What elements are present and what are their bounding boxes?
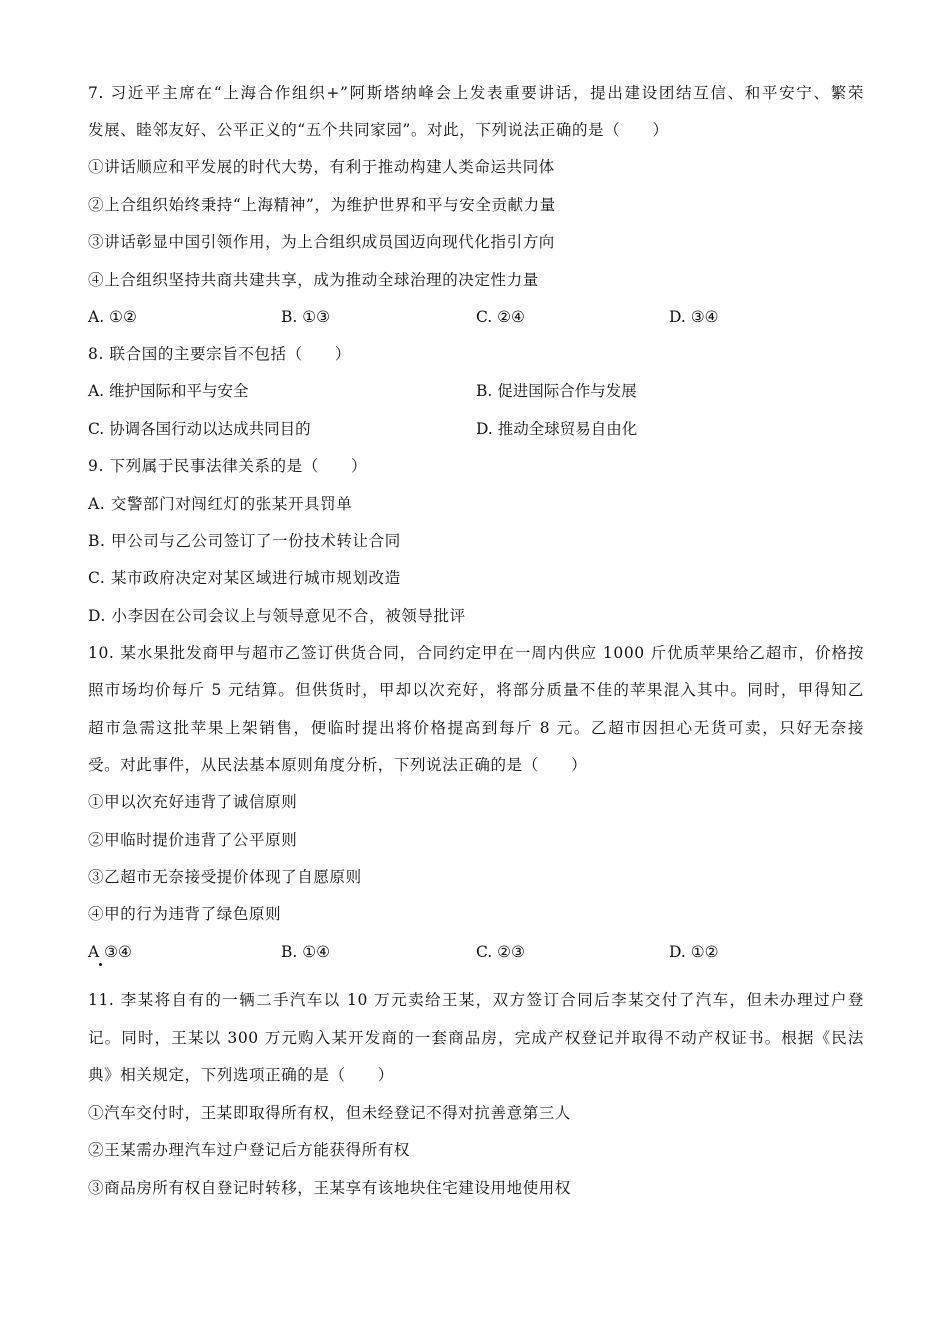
q11-item-2: ②王某需办理汽车过户登记后方能获得所有权: [88, 1141, 411, 1159]
q11-item-1: ①汽车交付时，王某即取得所有权，但未经登记不得对抗善意第三人: [88, 1104, 572, 1122]
q7-item-3: ③讲话彰显中国引领作用，为上合组织成员国迈向现代化指引方向: [88, 233, 555, 251]
q7-item-1: ①讲话顺应和平发展的时代大势，有利于推动构建人类命运共同体: [88, 158, 555, 176]
q10-item-1: ①甲以次充好违背了诚信原则: [88, 793, 298, 811]
q11-stem-line-2: 记。同时，王某以 300 万元购入某开发商的一套商品房，完成产权登记并取得不动产权证书。根据《民法: [88, 1029, 864, 1047]
q10-stem-line-4: 受。对此事件，从民法基本原则角度分析，下列说法正确的是（ ）: [88, 756, 588, 774]
q7-option-a: A. ①②: [88, 308, 137, 326]
q10-stem-line-1: 10. 某水果批发商甲与超市乙签订供货合同，合同约定甲在一周内供应 1000 斤优质苹果给乙超市，价格按: [88, 644, 864, 662]
q8-option-b: B. 促进国际合作与发展: [476, 382, 637, 400]
q9-stem: 9. 下列属于民事法律关系的是（ ）: [88, 457, 368, 475]
q10-item-4: ④甲的行为违背了绿色原则: [88, 905, 282, 923]
q8-option-a: A. 维护国际和平与安全: [88, 382, 249, 400]
q8-option-c: C. 协调各国行动以达成共同目的: [88, 420, 311, 438]
stray-dot-mark: [99, 963, 102, 966]
q9-option-b: B. 甲公司与乙公司签订了一份技术转让合同: [88, 532, 401, 550]
q10-stem-line-3: 超市急需这批苹果上架销售，便临时提出将价格提高到每斤 8 元。乙超市因担心无货可卖，只好无奈接: [88, 719, 864, 737]
q10-item-2: ②甲临时提价违背了公平原则: [88, 831, 298, 849]
q8-stem: 8. 联合国的主要宗旨不包括（ ）: [88, 345, 352, 363]
q9-option-c: C. 某市政府决定对某区域进行城市规划改造: [88, 569, 401, 587]
q7-stem-line-2: 发展、睦邻友好、公平正义的“五个共同家园”。对此，下列说法正确的是（ ）: [88, 121, 669, 139]
q9-option-a: A. 交警部门对闯红灯的张某开具罚单: [88, 495, 353, 513]
q11-item-3: ③商品房所有权自登记时转移，王某享有该地块住宅建设用地使用权: [88, 1179, 572, 1197]
q7-stem-line-1: 7. 习近平主席在“上海合作组织+”阿斯塔纳峰会上发表重要讲话，提出建设团结互信、和平安宁、繁荣: [88, 84, 864, 102]
q10-option-c: C. ②③: [476, 943, 525, 961]
q10-option-d: D. ①②: [669, 943, 719, 961]
q9-option-d: D. 小李因在公司会议上与领导意见不合，被领导批评: [88, 607, 466, 625]
q7-option-c: C. ②④: [476, 308, 525, 326]
q10-stem-line-2: 照市场均价每斤 5 元结算。但供货时，甲却以次充好，将部分质量不佳的苹果混入其中。同时，甲得知乙: [88, 681, 864, 699]
q10-option-a: A ③④: [88, 943, 132, 961]
q7-option-b: B. ①③: [281, 308, 331, 326]
q11-stem-line-1: 11. 李某将自有的一辆二手汽车以 10 万元卖给王某，双方签订合同后李某交付了汽车，但未办理过户登: [88, 991, 864, 1009]
q7-item-2: ②上合组织始终秉持“上海精神”，为维护世界和平与安全贡献力量: [88, 196, 556, 214]
q10-option-b: B. ①④: [281, 943, 331, 961]
q7-item-4: ④上合组织坚持共商共建共享，成为推动全球治理的决定性力量: [88, 271, 539, 289]
q8-option-d: D. 推动全球贸易自由化: [476, 420, 638, 438]
q11-stem-line-3: 典》相关规定，下列选项正确的是（ ）: [88, 1066, 394, 1084]
q10-item-3: ③乙超市无奈接受提价体现了自愿原则: [88, 868, 362, 886]
q7-option-d: D. ③④: [669, 308, 719, 326]
